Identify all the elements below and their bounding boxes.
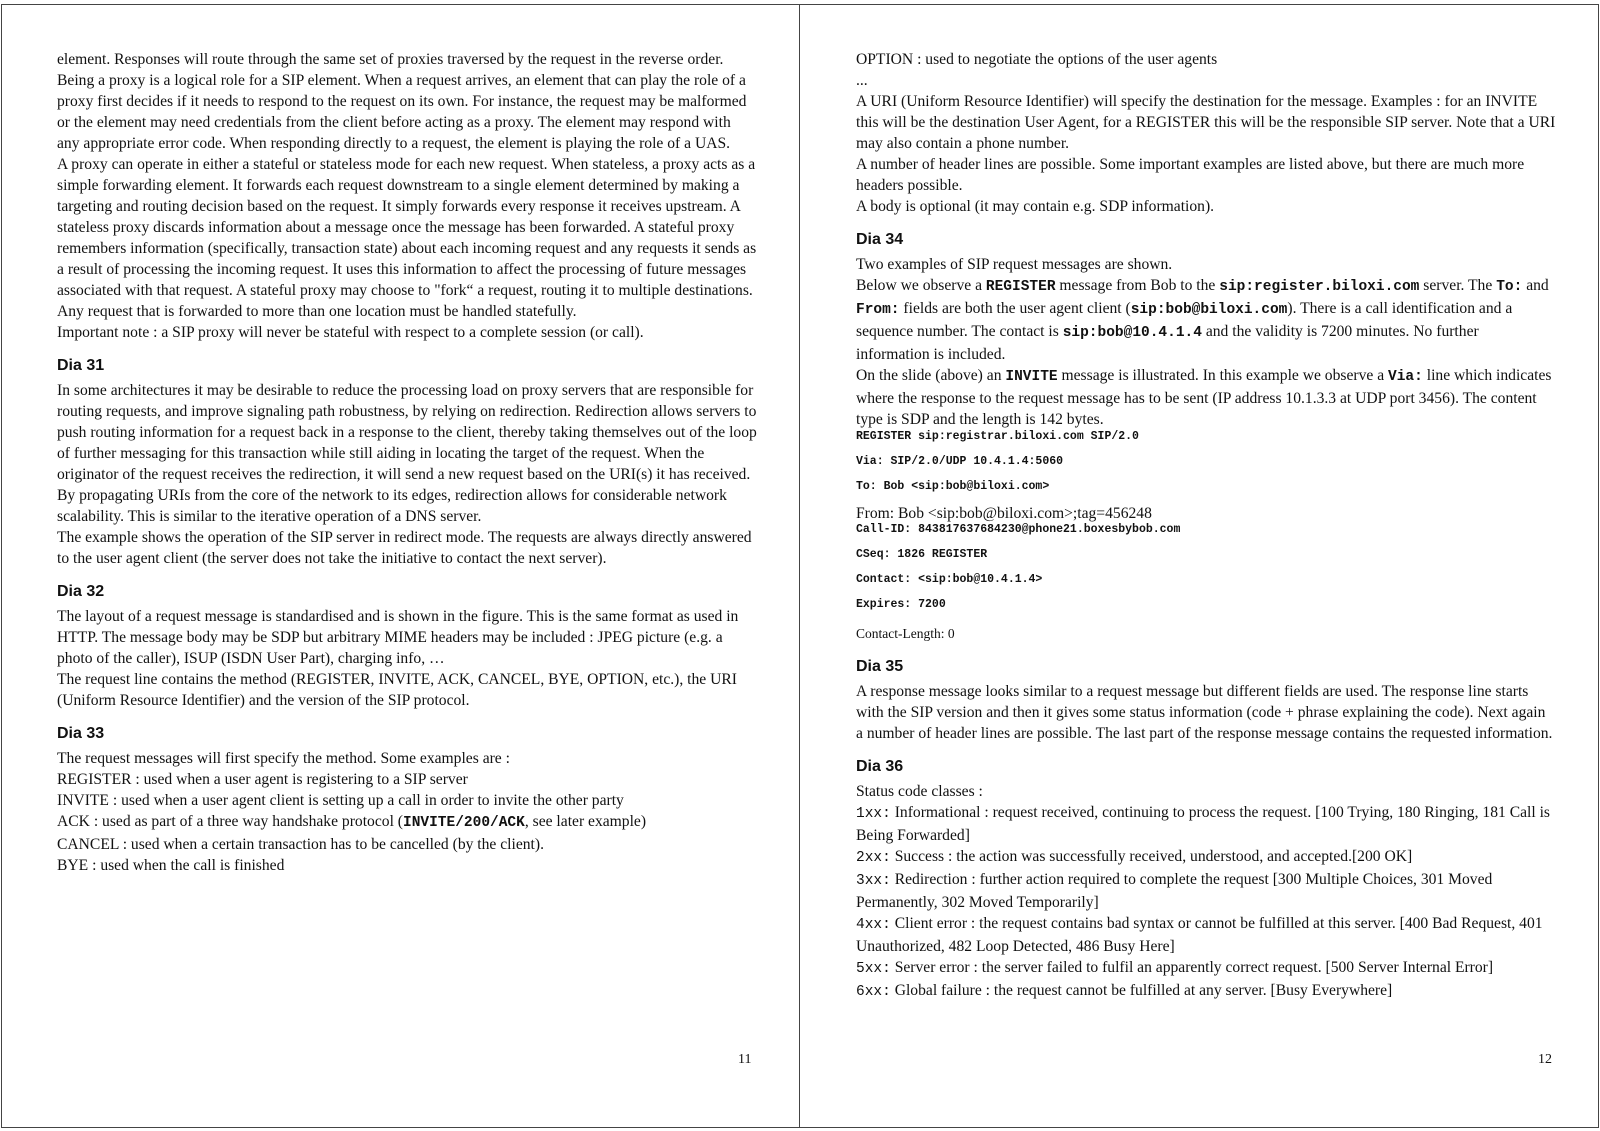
method-bye: BYE : used when the call is finished xyxy=(57,857,285,874)
status-class-item xyxy=(856,846,1556,869)
status-code: 2xx: xyxy=(856,850,891,866)
code-line-to: To: Bob <sip:bob@biloxi.com> xyxy=(856,480,1050,493)
paragraph: Being a proxy is a logical role for a SIP element. When a request arrives, an element that can play the role of a proxy first decides if it needs to respond to the request on its own. For instance, the request may be malformed or the element may need credentials from the client before acting as a proxy. The element may respond with any appropriate error code. When responding directly to a request, the element is playing the role of a UAS. xyxy=(57,72,747,152)
paragraph: The example shows the operation of the SIP server in redirect mode. The requests are always directly answered to the user agent client (the server does not take the initiative to contact the next server). xyxy=(57,529,752,567)
code-line-contact: Contact: <sip:bob@10.4.1.4> xyxy=(856,573,1043,586)
status-description: Client error : the request contains bad syntax or cannot be fulfilled at this server. [400 Bad Request, 401 Unauthorized, 482 Loop Detected, 486 Busy Here] xyxy=(856,915,1543,955)
text-span: and xyxy=(1522,277,1549,294)
text-span: Below we observe a xyxy=(856,277,986,294)
paragraph xyxy=(856,365,1556,430)
paragraph: element. Responses will route through the same set of proxies traversed by the request in the reverse order. xyxy=(57,51,724,68)
paragraph: A URI (Uniform Resource Identifier) will specify the destination for the message. Examples : for an INVITE this will be the destination User Agent, for a REGISTER this will be the responsible SIP server. Note that a URI may also contain a phone number. xyxy=(856,93,1556,152)
method-invite: INVITE : used when a user agent client is setting up a call in order to invite the other party xyxy=(57,792,624,809)
paragraph: Important note : a SIP proxy will never be stateful with respect to a complete session (or call). xyxy=(57,324,644,341)
code-line-contact-length: Contact-Length: 0 xyxy=(856,626,955,641)
paragraph: A response message looks similar to a request message but different fields are used. The response line starts with the SIP version and then it gives some status information (code + phrase explaining the code). Next again a number of header lines are possible. The last part of the response message contains the requested information. xyxy=(856,683,1553,742)
paragraph: The request messages will first specify the method. Some examples are : xyxy=(57,750,510,767)
paragraph: The layout of a request message is standardised and is shown in the figure. This is the same format as used in HTTP. The message body may be SDP but arbitrary MIME headers may be included : JPEG picture (e.g. a photo of the caller), ISUP (ISDN User Part), charging info, … xyxy=(57,608,739,667)
status-code: 5xx: xyxy=(856,961,891,977)
status-code: 4xx: xyxy=(856,917,891,933)
paragraph: The request line contains the method (REGISTER, INVITE, ACK, CANCEL, BYE, OPTION, etc.), the URI (Uniform Resource Identifier) and the version of the SIP protocol. xyxy=(57,671,737,709)
method-ack xyxy=(57,811,757,834)
status-code: 1xx: xyxy=(856,806,891,822)
code-line-from: From: Bob <sip:bob@biloxi.com>;tag=456248 xyxy=(856,505,1152,522)
method-option: OPTION : used to negotiate the options of the user agents xyxy=(856,51,1218,68)
section-heading-dia-31: Dia 31 xyxy=(57,357,105,374)
paragraph: In some architectures it may be desirable to reduce the processing load on proxy servers that are responsible for routing requests, and improve signaling path robustness, by relying on redirection. Redirection allows servers to push routing information for a request back in a response to the client, thereby taking themselves out of the loop of further messaging for this transaction while still aiding in locating the target of the request. When the originator of the request receives the redirection, it will send a new request based on the URI(s) it has received. By propagating URIs from the core of the network to its edges, redirection allows for considerable network scalability. This is similar to the iterative operation of a DNS server. xyxy=(57,382,757,525)
paragraph: A body is optional (it may contain e.g. SDP information). xyxy=(856,198,1215,215)
text-span: ). There is a call identification and a sequence number. The contact is xyxy=(856,300,1513,340)
method-cancel: CANCEL : used when a certain transaction has to be cancelled (by the client). xyxy=(57,836,544,853)
text-span: message from Bob to the xyxy=(1055,277,1220,294)
paragraph xyxy=(856,275,1556,365)
status-code: 6xx: xyxy=(856,984,891,1000)
code-line-expires: Expires: 7200 xyxy=(856,598,946,611)
text-span: , see later example) xyxy=(524,813,647,830)
status-code-list xyxy=(856,802,1556,1003)
status-description: Redirection : further action required to complete the request [300 Multiple Choices, 301 Moved Permanently, 302 Moved Temporarily] xyxy=(856,871,1493,911)
status-description: Global failure : the request cannot be fulfilled at any server. [Busy Everywhere] xyxy=(890,982,1393,999)
inline-code: To: xyxy=(1496,279,1523,295)
right-page xyxy=(856,49,1556,1003)
page-number: 11 xyxy=(738,1052,752,1067)
code-line-via: Via: SIP/2.0/UDP 10.4.1.4:5060 xyxy=(856,455,1064,468)
paragraph: A proxy can operate in either a stateful or stateless mode for each new request. When stateless, a proxy acts as a simple forwarding element. It forwards each request downstream to a single element determined by making a targeting and routing decision based on the request. It simply forwards every response it receives upstream. A stateless proxy discards information about a message once the message has been forwarded. A stateful proxy remembers information (specifically, transaction state) about each incoming request and any requests it sends as a result of processing the incoming request. It uses this information to affect the processing of future messages associated with that request. A stateful proxy may choose to "fork“ a request, routing it to multiple destinations. Any request that is forwarded to more than one location must be handled statefully. xyxy=(57,156,757,320)
left-page xyxy=(57,49,757,876)
inline-code: From: xyxy=(856,302,900,318)
status-description: Server error : the server failed to fulfil an apparently correct request. [500 Server Internal Error] xyxy=(890,959,1494,976)
inline-code: sip:bob@10.4.1.4 xyxy=(1062,325,1202,341)
ellipsis: ... xyxy=(856,72,868,89)
code-line-callid: Call-ID: 843817637684230@phone21.boxesbybob.com xyxy=(856,523,1181,536)
page-number: 12 xyxy=(1538,1052,1552,1067)
section-heading-dia-34: Dia 34 xyxy=(856,231,904,248)
status-class-item xyxy=(856,980,1556,1003)
inline-code: sip:register.biloxi.com xyxy=(1219,279,1420,295)
code-line-cseq: CSeq: 1826 REGISTER xyxy=(856,548,988,561)
text-span: ACK : used as part of a three way handshake protocol ( xyxy=(57,813,403,830)
status-description: Success : the action was successfully received, understood, and accepted.[200 OK] xyxy=(890,848,1413,865)
page-divider xyxy=(799,4,800,1128)
section-heading-dia-32: Dia 32 xyxy=(57,583,105,600)
status-description: Informational : request received, continuing to process the request. [100 Trying, 180 Ringing, 181 Call is Being Forwarded] xyxy=(856,804,1550,844)
paragraph: A number of header lines are possible. Some important examples are listed above, but there are much more headers possible. xyxy=(856,156,1525,194)
status-class-item xyxy=(856,913,1556,957)
section-heading-dia-33: Dia 33 xyxy=(57,725,105,742)
inline-code: sip:bob@biloxi.com xyxy=(1130,302,1288,318)
status-class-item xyxy=(856,802,1556,846)
text-span: and the validity is 7200 minutes. No further information is included. xyxy=(856,323,1479,363)
paragraph: Two examples of SIP request messages are shown. xyxy=(856,256,1173,273)
status-class-item xyxy=(856,957,1556,980)
text-span: On the slide (above) an xyxy=(856,367,1006,384)
text-span: line which indicates where the response to the request message has to be sent (IP address 10.1.3.3 at UDP port 3456). The content type is SDP and the length is 142 bytes. xyxy=(856,367,1552,428)
method-register: REGISTER : used when a user agent is registering to a SIP server xyxy=(57,771,468,788)
code-line-register: REGISTER sip:registrar.biloxi.com SIP/2.0 xyxy=(856,430,1139,443)
section-heading-dia-35: Dia 35 xyxy=(856,658,904,675)
inline-code: INVITE xyxy=(1005,369,1058,385)
inline-code: REGISTER xyxy=(985,279,1056,295)
status-class-item xyxy=(856,869,1556,913)
paragraph: Status code classes : xyxy=(856,783,983,800)
section-heading-dia-36: Dia 36 xyxy=(856,758,904,775)
inline-code: Via: xyxy=(1388,369,1423,385)
status-code: 3xx: xyxy=(856,873,891,889)
inline-code: INVITE/200/ACK xyxy=(403,815,525,831)
text-span: server. The xyxy=(1419,277,1497,294)
text-span: message is illustrated. In this example we observe a xyxy=(1057,367,1389,384)
text-span: fields are both the user agent client ( xyxy=(899,300,1131,317)
